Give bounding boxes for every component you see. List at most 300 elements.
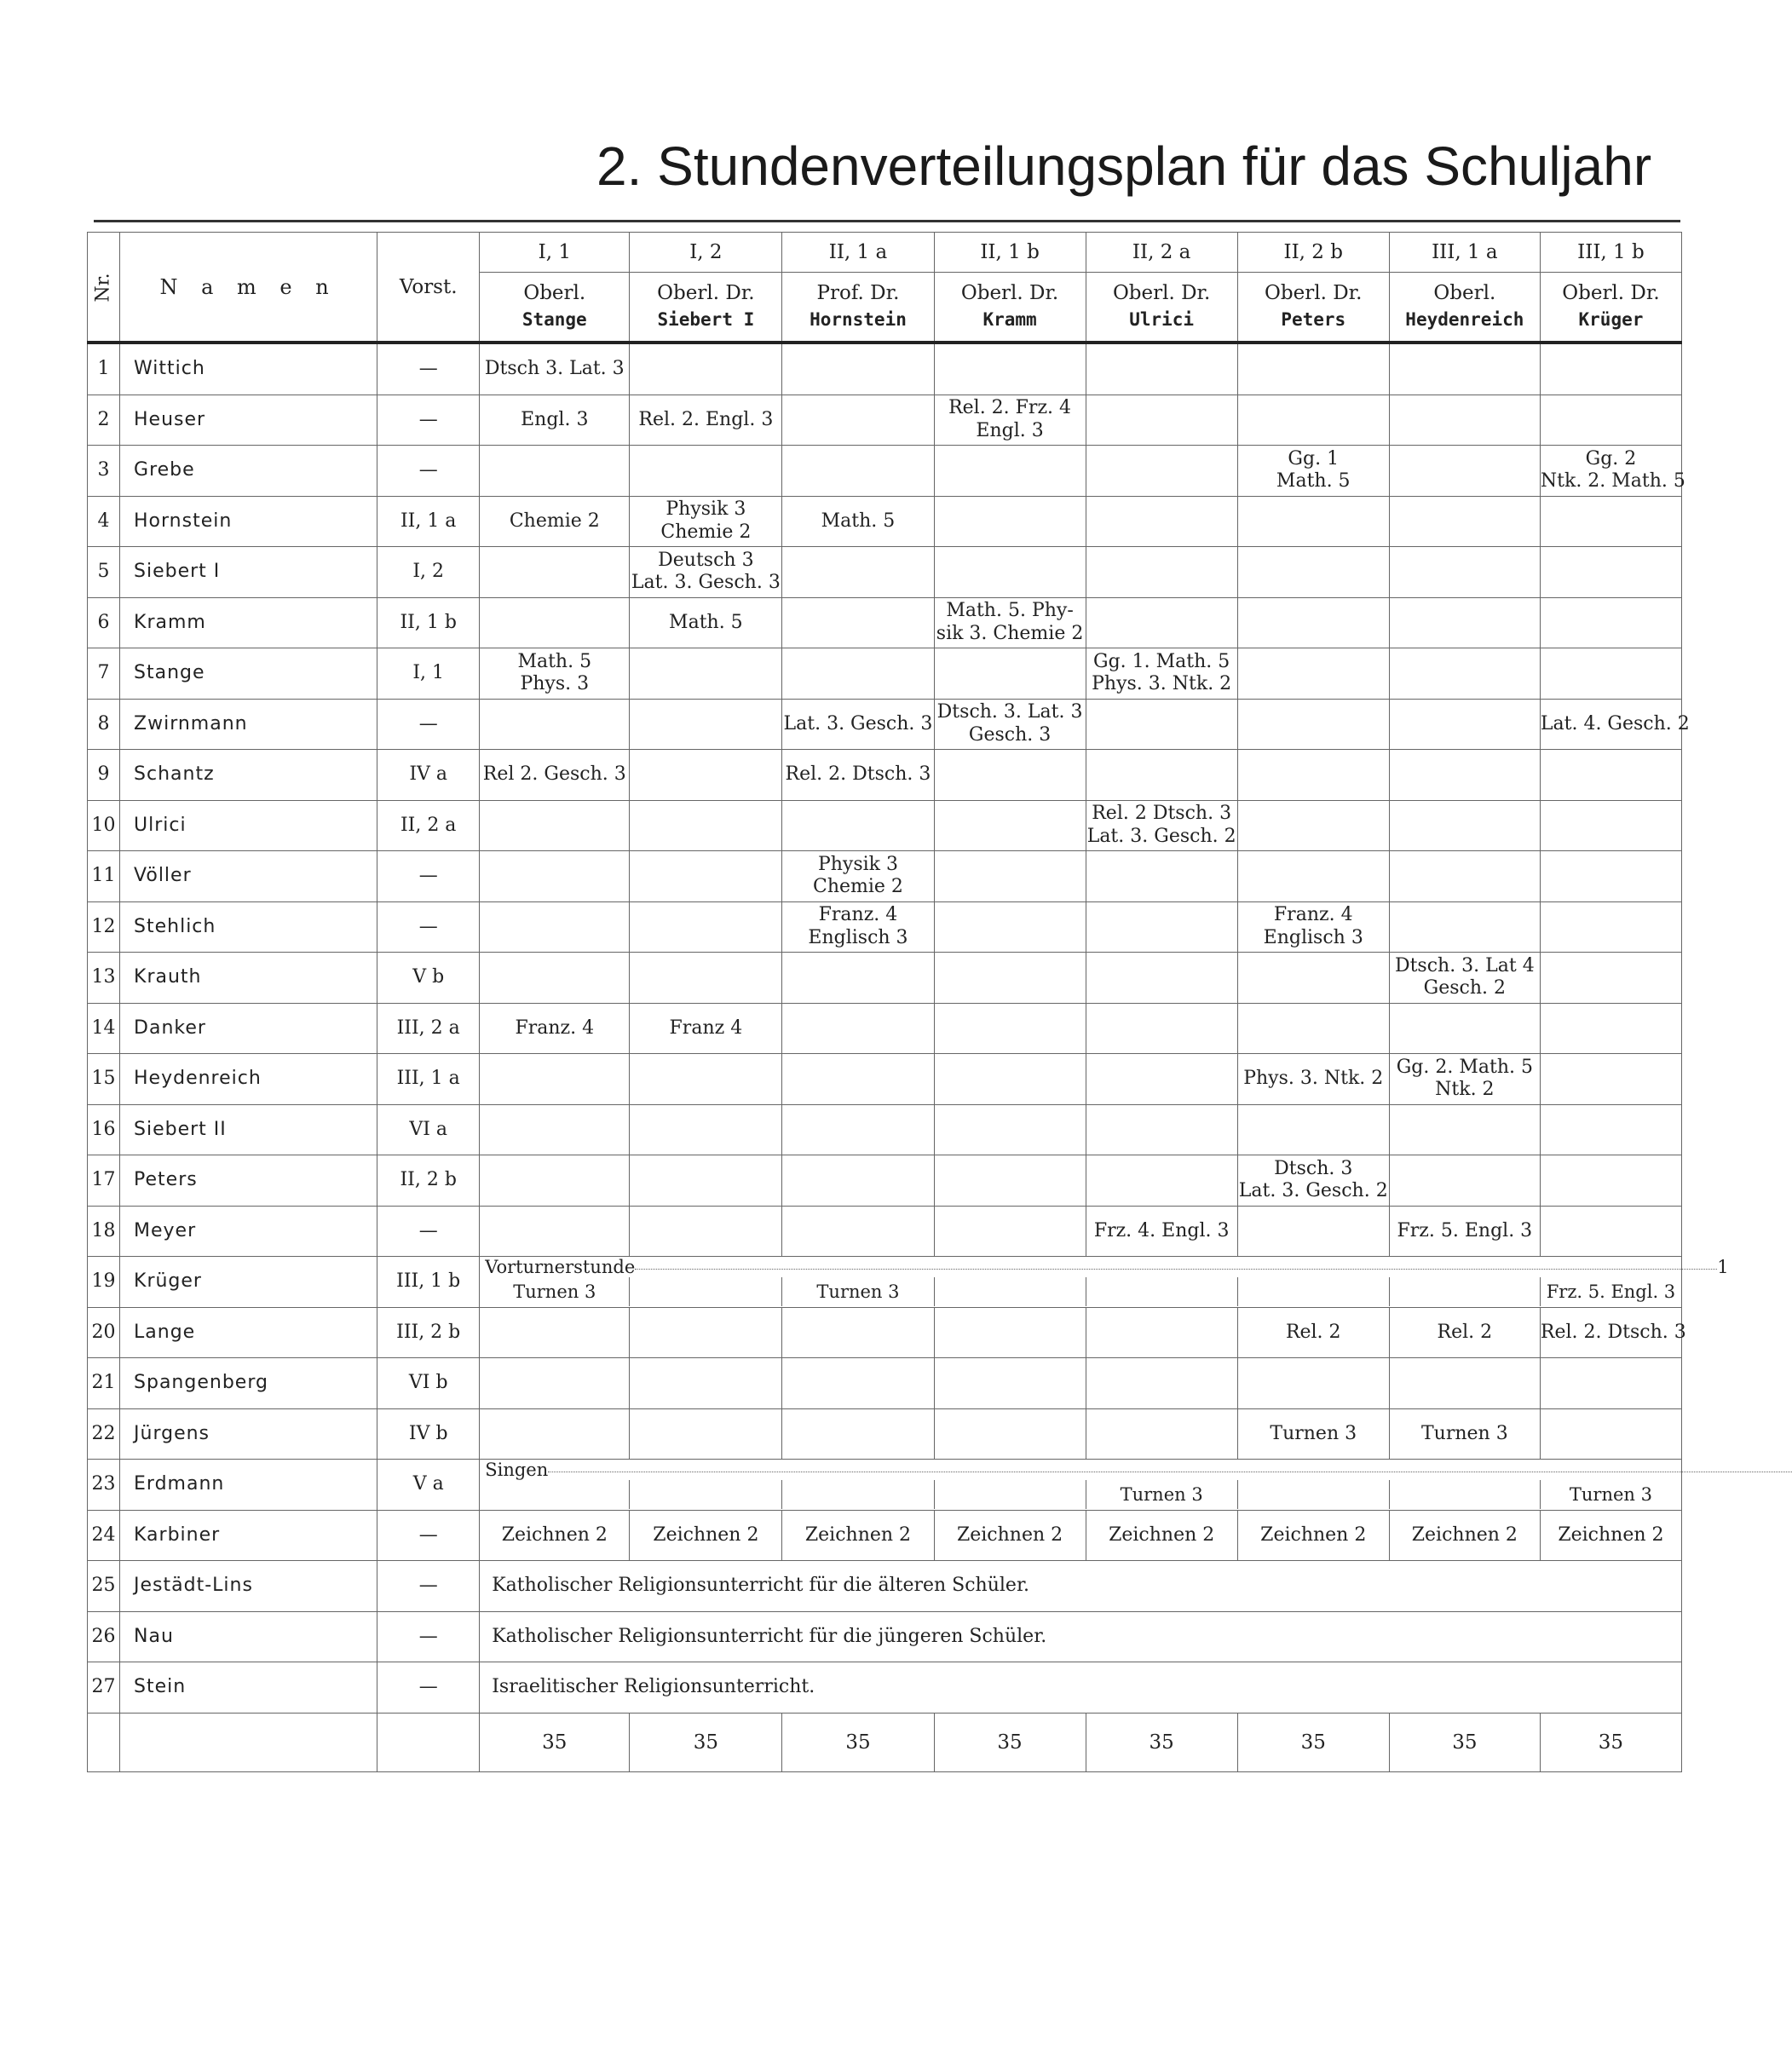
schedule-cell-line: Physik 3	[817, 853, 898, 875]
schedule-cell	[934, 750, 1086, 801]
row-number: 3	[88, 446, 120, 497]
row-number: 22	[88, 1408, 120, 1460]
schedule-cell	[782, 1104, 934, 1155]
teacher-name: Danker	[120, 1003, 377, 1054]
row-number: 25	[88, 1561, 120, 1612]
schedule-cell	[1086, 1104, 1237, 1155]
teacher-row	[88, 1358, 1682, 1409]
teacher-name: Grebe	[120, 446, 377, 497]
schedule-cell-line: Gg. 2	[1585, 447, 1637, 469]
schedule-cell	[934, 597, 1086, 648]
schedule-cell	[782, 547, 934, 598]
row-number: 21	[88, 1358, 120, 1409]
teacher-name: Kramm	[120, 597, 377, 648]
schedule-cell	[630, 901, 782, 953]
schedule-cell	[1237, 547, 1389, 598]
class-supervisor: II, 2 a	[377, 800, 480, 851]
schedule-cell	[782, 395, 934, 446]
schedule-cell	[1086, 800, 1237, 851]
teacher-rank: Oberl. Dr.	[657, 281, 755, 304]
schedule-cell	[934, 395, 1086, 446]
teacher-rank: Oberl. Dr.	[1265, 281, 1363, 304]
schedule-cell	[630, 343, 782, 395]
class-supervisor: I, 2	[377, 547, 480, 598]
teacher-name: Meyer	[120, 1206, 377, 1257]
teacher-row	[88, 800, 1682, 851]
class-supervisor: III, 1 b	[377, 1257, 480, 1308]
class-supervisor: VI b	[377, 1358, 480, 1409]
teacher-name: Krüger	[120, 1257, 377, 1308]
teacher-name: Heydenreich	[1405, 309, 1524, 330]
schedule-cell	[1237, 699, 1389, 750]
row-number: 24	[88, 1510, 120, 1561]
schedule-cell	[934, 648, 1086, 700]
schedule-cell	[630, 800, 782, 851]
schedule-cell	[480, 1206, 630, 1257]
schedule-cell	[934, 1054, 1086, 1105]
schedule-cell	[1237, 953, 1389, 1004]
schedule-cell	[1086, 1307, 1237, 1358]
teacher-name: Völler	[120, 851, 377, 902]
schedule-cell	[1389, 496, 1540, 547]
schedule-cell: Rel 2. Gesch. 3	[480, 750, 630, 801]
schedule-cell	[1389, 597, 1540, 648]
teacher-row	[88, 851, 1682, 902]
teacher-name: Heuser	[120, 395, 377, 446]
schedule-cell	[1540, 750, 1681, 801]
schedule-cell: Turnen 3	[1237, 1408, 1389, 1460]
schedule-cell	[1389, 1104, 1540, 1155]
total-hours: 35	[1086, 1713, 1237, 1771]
teacher-name: Peters	[120, 1155, 377, 1207]
schedule-cell	[1540, 953, 1681, 1004]
schedule-cell	[1237, 800, 1389, 851]
row-number: 12	[88, 901, 120, 953]
schedule-cell-line: Franz. 4	[818, 904, 898, 926]
teacher-row	[88, 1561, 1682, 1612]
schedule-cell: Rel. 2. Dtsch. 3	[782, 750, 934, 801]
schedule-cell	[630, 496, 782, 547]
schedule-cell-line: Lat. 3. Gesch. 2	[1238, 1180, 1388, 1202]
row-number: 11	[88, 851, 120, 902]
class-supervisor: —	[377, 1561, 480, 1612]
schedule-cell	[1389, 1003, 1540, 1054]
schedule-cell: Math. 5	[630, 597, 782, 648]
schedule-cell	[1389, 547, 1540, 598]
schedule-cell	[1237, 1358, 1389, 1409]
teacher-name: Hornstein	[810, 309, 907, 330]
row-number: 17	[88, 1155, 120, 1207]
teacher-rank: Oberl.	[523, 281, 586, 304]
class-supervisor: II, 2 b	[377, 1155, 480, 1207]
schedule-cell	[1237, 1206, 1389, 1257]
class-supervisor: III, 2 b	[377, 1307, 480, 1358]
schedule-cell-line: Math. 5	[1276, 470, 1351, 492]
schedule-cell-line: Chemie 2	[660, 521, 752, 543]
totals-blank	[120, 1713, 377, 1771]
schedule-cell	[1540, 1155, 1681, 1207]
row-number: 18	[88, 1206, 120, 1257]
class-code: III, 1 b	[1540, 233, 1681, 273]
schedule-cell	[782, 953, 934, 1004]
schedule-cell: Lat. 3. Gesch. 3	[782, 699, 934, 750]
schedule-cell	[1086, 1358, 1237, 1409]
schedule-cell	[1540, 1408, 1681, 1460]
teacher-row	[88, 1662, 1682, 1714]
schedule-cell	[480, 597, 630, 648]
schedule-cell	[934, 496, 1086, 547]
class-code: II, 1 b	[934, 233, 1086, 273]
schedule-cell	[630, 1054, 782, 1105]
total-hours: 35	[630, 1713, 782, 1771]
class-teacher-header	[1540, 273, 1681, 343]
class-teacher-header	[480, 273, 630, 343]
teacher-row	[88, 1611, 1682, 1662]
teacher-row	[88, 1003, 1682, 1054]
schedule-cell-line: Rel. 2. Frz. 4	[948, 397, 1072, 419]
schedule-cell	[629, 1480, 781, 1509]
schedule-cell: Turnen 3	[1540, 1480, 1681, 1509]
teacher-row	[88, 1460, 1682, 1511]
schedule-cell: Lat. 4. Gesch. 2	[1540, 699, 1681, 750]
schedule-cell	[1389, 1277, 1540, 1306]
class-supervisor: —	[377, 343, 480, 395]
schedule-cell	[629, 1277, 781, 1306]
schedule-cell: Rel. 2	[1389, 1307, 1540, 1358]
schedule-cell	[1540, 1003, 1681, 1054]
schedule-cell	[1086, 446, 1237, 497]
teacher-row	[88, 496, 1682, 547]
schedule-cell	[934, 1307, 1086, 1358]
teacher-rank: Oberl. Dr.	[1562, 281, 1660, 304]
class-code: III, 1 a	[1389, 233, 1540, 273]
class-code: II, 2 b	[1237, 233, 1389, 273]
schedule-cell	[1086, 547, 1237, 598]
teacher-name: Nau	[120, 1611, 377, 1662]
schedule-cell: Turnen 3	[1389, 1408, 1540, 1460]
schedule-cell	[782, 800, 934, 851]
schedule-cell-line: Math. 5. Phy-	[946, 600, 1074, 622]
schedule-cell	[934, 1408, 1086, 1460]
total-hours: 35	[1540, 1713, 1681, 1771]
class-supervisor: —	[377, 851, 480, 902]
schedule-cell-line: Franz. 4	[1273, 904, 1353, 926]
schedule-cell-line: Chemie 2	[813, 876, 903, 898]
schedule-cell	[1086, 395, 1237, 446]
schedule-cell	[1389, 699, 1540, 750]
dotted-leader	[548, 1470, 1792, 1472]
total-hours: 35	[1237, 1713, 1389, 1771]
teacher-name: Ulrici	[120, 800, 377, 851]
schedule-cell: Engl. 3	[480, 395, 630, 446]
schedule-cell	[1086, 1054, 1237, 1105]
schedule-cell-line: Englisch 3	[1263, 926, 1363, 948]
schedule-cell	[1086, 1003, 1237, 1054]
vorst-header: Vorst.	[377, 233, 480, 343]
vorturner-label: Vorturnerstunde	[485, 1257, 636, 1278]
schedule-cell	[1389, 446, 1540, 497]
teacher-row	[88, 901, 1682, 953]
schedule-cell	[1237, 395, 1389, 446]
schedule-cell	[934, 953, 1086, 1004]
schedule-cell: Zeichnen 2	[480, 1510, 630, 1561]
schedule-cell	[782, 446, 934, 497]
teacher-name: Siebert I	[657, 309, 755, 330]
schedule-cell	[1237, 851, 1389, 902]
schedule-cell: Franz 4	[630, 1003, 782, 1054]
schedule-cell	[630, 1408, 782, 1460]
schedule-cell-line: sik 3. Chemie 2	[936, 622, 1084, 644]
schedule-cell	[1389, 648, 1540, 700]
schedule-cell	[1237, 446, 1389, 497]
teacher-name: Krüger	[1578, 309, 1644, 330]
teacher-name: Peters	[1281, 309, 1346, 330]
schedule-cell	[782, 1206, 934, 1257]
schedule-cell	[1237, 597, 1389, 648]
teacher-row	[88, 1054, 1682, 1105]
teacher-row	[88, 547, 1682, 598]
spanning-note: Katholischer Religionsunterricht für die jüngeren Schüler.	[480, 1611, 1682, 1662]
schedule-cell: Zeichnen 2	[630, 1510, 782, 1561]
schedule-cell: Chemie 2	[480, 496, 630, 547]
schedule-cell	[782, 1358, 934, 1409]
schedule-cell	[1086, 648, 1237, 700]
row-number: 2	[88, 395, 120, 446]
teacher-name: Lange	[120, 1307, 377, 1358]
total-hours: 35	[1389, 1713, 1540, 1771]
schedule-cell: Rel. 2. Dtsch. 3	[1540, 1307, 1681, 1358]
schedule-cell	[1237, 750, 1389, 801]
schedule-cell: Zeichnen 2	[1389, 1510, 1540, 1561]
schedule-cell	[480, 800, 630, 851]
teacher-row	[88, 395, 1682, 446]
schedule-cell	[630, 547, 782, 598]
schedule-cell	[934, 800, 1086, 851]
schedule-cell	[934, 901, 1086, 953]
schedule-cell-line: Dtsch. 3. Lat. 3	[936, 701, 1083, 723]
schedule-cell	[934, 1003, 1086, 1054]
totals-row	[88, 1713, 1682, 1771]
schedule-cell	[1086, 1155, 1237, 1207]
class-supervisor: IV a	[377, 750, 480, 801]
schedule-cell	[1237, 648, 1389, 700]
schedule-cell	[1389, 1480, 1540, 1509]
schedule-cell	[480, 851, 630, 902]
schedule-cell	[934, 1358, 1086, 1409]
teacher-name: Stehlich	[120, 901, 377, 953]
schedule-cell	[480, 648, 630, 700]
schedule-cell-line: Dtsch. 3	[1274, 1157, 1353, 1179]
schedule-cell	[1540, 1206, 1681, 1257]
class-code: II, 2 a	[1086, 233, 1237, 273]
schedule-cell	[480, 1408, 630, 1460]
schedule-cell	[1086, 901, 1237, 953]
teacher-name: Stange	[521, 309, 587, 330]
schedule-cell	[630, 750, 782, 801]
row-number: 26	[88, 1611, 120, 1662]
schedule-cell	[1389, 1358, 1540, 1409]
class-teacher-header	[630, 273, 782, 343]
schedule-cell	[934, 851, 1086, 902]
spanning-note: Katholischer Religionsunterricht für die älteren Schüler.	[480, 1561, 1682, 1612]
schedule-cell	[781, 1480, 933, 1509]
schedule-cell-line: Phys. 3	[520, 673, 590, 695]
schedule-cell	[934, 1206, 1086, 1257]
schedule-cell	[1540, 343, 1681, 395]
class-supervisor: —	[377, 1662, 480, 1714]
class-teacher-header	[782, 273, 934, 343]
schedule-cell	[480, 1155, 630, 1207]
schedule-cell: Franz. 4	[480, 1003, 630, 1054]
schedule-cell	[1237, 1155, 1389, 1207]
nr-header: Nr.	[88, 233, 120, 343]
schedule-cell	[480, 1480, 629, 1509]
class-teacher-header	[934, 273, 1086, 343]
schedule-cell	[630, 1358, 782, 1409]
schedule-cell: Frz. 4. Engl. 3	[1086, 1206, 1237, 1257]
schedule-cell	[782, 597, 934, 648]
schedule-cell: Turnen 3	[781, 1277, 933, 1306]
schedule-cell	[1540, 496, 1681, 547]
schedule-cell: Zeichnen 2	[934, 1510, 1086, 1561]
schedule-cell-line: Lat. 3. Gesch. 2	[1086, 825, 1236, 847]
teacher-name: Wittich	[120, 343, 377, 395]
schedule-cell	[480, 446, 630, 497]
teacher-name: Heydenreich	[120, 1054, 377, 1105]
teacher-name: Hornstein	[120, 496, 377, 547]
teacher-name: Ulrici	[1129, 309, 1195, 330]
schedule-cell-line: Englisch 3	[808, 926, 908, 948]
schedule-cell	[1540, 1104, 1681, 1155]
schedule-cell	[782, 1408, 934, 1460]
schedule-cell-line: Ntk. 2. Math. 5	[1540, 470, 1685, 492]
schedule-cell: Math. 5	[782, 496, 934, 547]
schedule-cell-line: Math. 5	[517, 650, 592, 672]
teacher-rank: Prof. Dr.	[816, 281, 900, 304]
schedule-cell: Frz. 5. Engl. 3	[1540, 1277, 1681, 1306]
row-number: 19	[88, 1257, 120, 1308]
schedule-cell	[1389, 953, 1540, 1004]
name-header: N a m e n	[120, 233, 377, 343]
schedule-cell: Zeichnen 2	[1086, 1510, 1237, 1561]
schedule-cell	[782, 648, 934, 700]
teacher-rank: Oberl. Dr.	[960, 281, 1059, 304]
schedule-cell	[1086, 953, 1237, 1004]
schedule-cell-line: Dtsch. 3. Lat 4	[1394, 954, 1535, 976]
total-hours: 35	[934, 1713, 1086, 1771]
row-number: 13	[88, 953, 120, 1004]
schedule-cell: Zeichnen 2	[782, 1510, 934, 1561]
schedule-cell	[1389, 343, 1540, 395]
totals-blank	[377, 1713, 480, 1771]
schedule-cell	[1540, 597, 1681, 648]
schedule-cell	[1086, 496, 1237, 547]
schedule-cell	[1086, 699, 1237, 750]
row-number: 9	[88, 750, 120, 801]
row-number: 5	[88, 547, 120, 598]
class-supervisor: V a	[377, 1460, 480, 1511]
schedule-cell	[782, 1003, 934, 1054]
class-supervisor: I, 1	[377, 648, 480, 700]
teacher-row	[88, 699, 1682, 750]
teacher-name: Schantz	[120, 750, 377, 801]
schedule-cell	[1540, 547, 1681, 598]
teacher-row	[88, 1307, 1682, 1358]
teacher-name: Erdmann	[120, 1460, 377, 1511]
class-supervisor: VI a	[377, 1104, 480, 1155]
schedule-cell	[782, 1155, 934, 1207]
schedule-cell	[934, 547, 1086, 598]
schedule-cell-line: Gg. 1	[1288, 447, 1340, 469]
row-number: 6	[88, 597, 120, 648]
schedule-cell: Phys. 3. Ntk. 2	[1237, 1054, 1389, 1105]
schedule-cell: Rel. 2	[1237, 1307, 1389, 1358]
schedule-cell-line: Gg. 1. Math. 5	[1093, 650, 1230, 672]
class-code: II, 1 a	[782, 233, 934, 273]
row-number: 8	[88, 699, 120, 750]
class-supervisor: III, 1 a	[377, 1054, 480, 1105]
schedule-cell	[480, 547, 630, 598]
schedule-cell-line: Phys. 3. Ntk. 2	[1092, 673, 1232, 695]
row-number: 15	[88, 1054, 120, 1105]
schedule-cell	[1086, 343, 1237, 395]
schedule-cell	[1540, 800, 1681, 851]
schedule-cell	[1389, 800, 1540, 851]
row-number: 16	[88, 1104, 120, 1155]
row-number: 20	[88, 1307, 120, 1358]
schedule-cell	[1389, 1155, 1540, 1207]
teacher-name: Spangenberg	[120, 1358, 377, 1409]
schedule-cell: Zeichnen 2	[1237, 1510, 1389, 1561]
schedule-cell-line: Ntk. 2	[1435, 1079, 1495, 1101]
teacher-name: Jestädt-Lins	[120, 1561, 377, 1612]
teacher-rank: Oberl. Dr.	[1112, 281, 1211, 304]
schedule-cell-line: Gesch. 2	[1423, 977, 1507, 999]
schedule-cell	[480, 953, 630, 1004]
vorturner-hours: 1	[1717, 1257, 1729, 1278]
class-teacher-header	[1237, 273, 1389, 343]
class-supervisor: V b	[377, 953, 480, 1004]
schedule-cell	[934, 1104, 1086, 1155]
schedule-cell	[934, 1480, 1086, 1509]
teacher-name: Siebert I	[120, 547, 377, 598]
singen-block	[480, 1460, 1682, 1511]
schedule-cell-line: Rel. 2 Dtsch. 3	[1092, 803, 1232, 825]
schedule-cell	[1086, 750, 1237, 801]
spanning-note: Israelitischer Religionsunterricht.	[480, 1662, 1682, 1714]
schedule-cell	[1389, 901, 1540, 953]
teacher-name: Karbiner	[120, 1510, 377, 1561]
teacher-rank: Oberl.	[1433, 281, 1496, 304]
row-number: 14	[88, 1003, 120, 1054]
schedule-cell: Dtsch 3. Lat. 3	[480, 343, 630, 395]
teacher-name: Krauth	[120, 953, 377, 1004]
vorturner-block	[480, 1257, 1729, 1308]
schedule-cell	[782, 1307, 934, 1358]
teacher-row	[88, 648, 1682, 700]
schedule-cell	[782, 901, 934, 953]
schedule-cell-line: Gesch. 3	[968, 723, 1052, 746]
teacher-row	[88, 1408, 1682, 1460]
schedule-cell	[782, 851, 934, 902]
schedule-cell	[630, 648, 782, 700]
schedule-cell	[1086, 1277, 1237, 1306]
schedule-cell: Frz. 5. Engl. 3	[1389, 1206, 1540, 1257]
schedule-cell	[1389, 395, 1540, 446]
schedule-cell	[934, 446, 1086, 497]
class-supervisor: III, 2 a	[377, 1003, 480, 1054]
schedule-cell-line: Deutsch 3	[658, 549, 754, 571]
